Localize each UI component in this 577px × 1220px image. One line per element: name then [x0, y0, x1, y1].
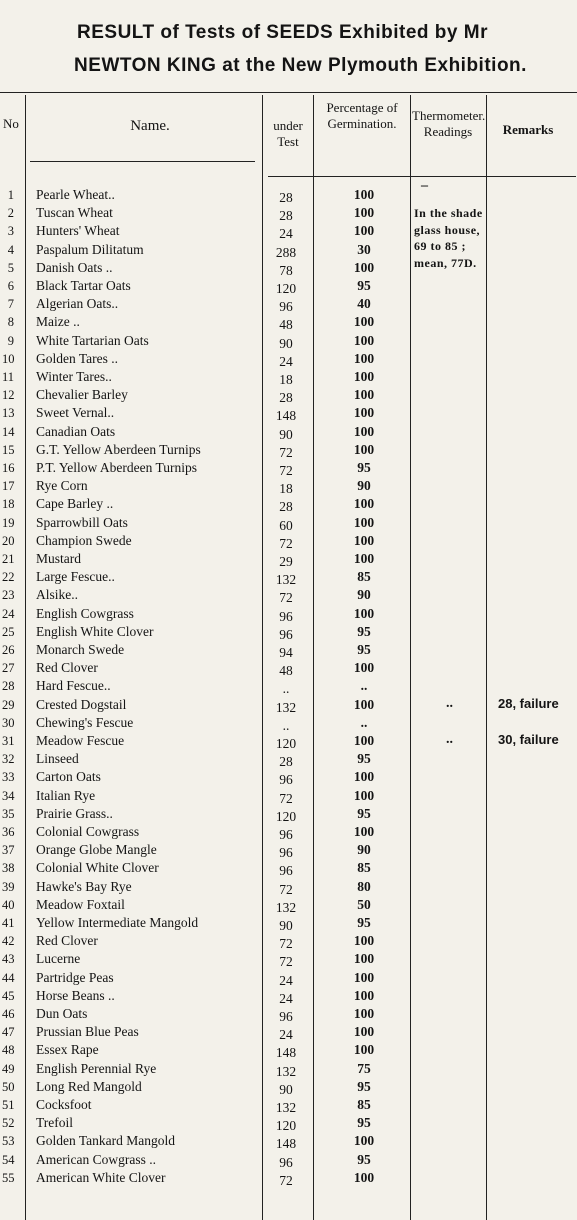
under-test-value: 96	[279, 299, 293, 315]
row-number: 53	[2, 1134, 15, 1149]
germination-percentage: ..	[360, 678, 368, 694]
germination-percentage: 100	[353, 951, 375, 967]
row-number: 35	[2, 806, 15, 821]
under-test-value: 132	[275, 1063, 297, 1079]
germination-percentage: 95	[357, 1151, 371, 1167]
germination-percentage: 100	[353, 551, 375, 566]
under-test-value: 28	[279, 754, 293, 770]
row-number: 6	[7, 279, 14, 293]
germination-percentage: 100	[353, 769, 375, 785]
under-test-value: 120	[275, 281, 297, 296]
row-number: 1	[7, 188, 14, 202]
under-test-value: 96	[279, 626, 293, 642]
seed-name: Colonial Cowgrass	[36, 824, 140, 839]
under-test-value: 148	[275, 408, 297, 424]
row-number: 34	[2, 788, 15, 803]
germination-percentage: 100	[353, 933, 375, 949]
under-test-value: 120	[275, 808, 297, 824]
germination-percentage: 95	[357, 642, 371, 657]
seed-name: Canadian Oats	[36, 423, 116, 439]
header-percentage: Percentage of Germination.	[326, 100, 398, 131]
germination-percentage: ..	[360, 714, 368, 730]
seed-name: Horse Beans ..	[36, 987, 115, 1003]
germination-percentage: 100	[353, 350, 375, 366]
germination-percentage: 100	[353, 987, 375, 1003]
seed-name: Meadow Foxtail	[36, 896, 125, 912]
under-test-value: 29	[279, 554, 293, 569]
germination-percentage: 100	[353, 423, 375, 439]
row-number: 3	[7, 224, 14, 239]
header-thermometer: Thermometer. Readings	[412, 108, 486, 139]
row-number: 27	[2, 661, 15, 676]
under-test-value: 28	[279, 390, 293, 406]
germination-percentage: 75	[357, 1060, 371, 1076]
under-test-value: 96	[279, 863, 293, 879]
under-test-value: 132	[275, 699, 297, 715]
under-test-value: 48	[279, 663, 293, 679]
under-test-value: 24	[279, 226, 293, 242]
header-no: No	[3, 116, 19, 131]
seed-name: Carton Oats	[36, 769, 101, 785]
row-number: 25	[2, 624, 15, 639]
seed-name: Essex Rape	[36, 1042, 99, 1058]
under-test-value: 24	[279, 1027, 293, 1043]
under-test-value: 28	[279, 499, 293, 515]
germination-percentage: 95	[357, 278, 371, 293]
germination-percentage: 100	[353, 514, 375, 530]
under-test-value: 78	[279, 262, 293, 278]
germination-percentage: 100	[353, 259, 375, 275]
row-number: 48	[2, 1043, 15, 1058]
seed-name: Black Tartar Oats	[36, 278, 131, 293]
under-test-value: 18	[279, 372, 293, 387]
seed-name: English White Clover	[36, 623, 154, 639]
seed-name: Cocksfoot	[36, 1097, 92, 1112]
germination-percentage: 100	[353, 441, 375, 457]
under-test-value: 18	[279, 481, 293, 497]
thermo-dots: ..	[446, 695, 453, 711]
row-number: 26	[2, 643, 15, 657]
under-test-value: 72	[279, 463, 293, 478]
under-test-value: 60	[279, 517, 293, 533]
germination-percentage: 100	[353, 387, 375, 403]
row-number: 4	[7, 242, 14, 257]
header-test: under Test	[273, 118, 303, 149]
germination-percentage: 95	[357, 805, 371, 821]
under-test-value: 90	[279, 1081, 293, 1097]
under-test-value: 96	[279, 1009, 293, 1024]
row-number: 31	[2, 734, 15, 748]
seed-name: Mustard	[36, 551, 81, 566]
seed-name: Cape Barley ..	[36, 496, 114, 512]
row-number: 7	[7, 297, 14, 312]
seed-name: Orange Globe Mangle	[36, 842, 157, 858]
seed-name: Chewing's Fescue	[36, 714, 134, 730]
under-test-value: 72	[279, 881, 293, 897]
germination-percentage: 95	[357, 915, 371, 930]
under-test-value: 72	[279, 444, 293, 460]
header-bottom-rule	[268, 176, 576, 177]
under-test-value: 90	[279, 426, 293, 442]
germination-percentage: 100	[353, 369, 375, 384]
seed-name: Yellow Intermediate Mangold	[36, 915, 199, 930]
under-test-value: 148	[275, 1045, 297, 1061]
row-number: 13	[2, 406, 15, 421]
germination-percentage: 95	[357, 460, 371, 475]
header-top-rule	[0, 92, 577, 93]
seed-name: Meadow Fescue	[36, 733, 125, 748]
row-number: 22	[2, 570, 15, 585]
row-number: 46	[2, 1007, 15, 1021]
germination-percentage: 100	[353, 332, 375, 348]
seed-name: G.T. Yellow Aberdeen Turnips	[36, 441, 201, 457]
germination-percentage: 50	[357, 896, 371, 912]
row-number: 14	[2, 424, 15, 439]
row-number: 16	[2, 461, 15, 475]
row-number: 11	[2, 370, 15, 384]
germination-percentage: 80	[357, 878, 371, 894]
under-test-value: 132	[275, 1100, 297, 1115]
row-number: 33	[2, 770, 15, 785]
germination-percentage: 100	[353, 787, 375, 803]
germination-percentage: 100	[353, 532, 375, 548]
seed-name: Prairie Grass..	[36, 805, 113, 821]
germination-percentage: 85	[357, 569, 371, 585]
thermometer-note: In the shade glass house, 69 to 85 ; mean, 77D.	[414, 206, 483, 270]
germination-percentage: 100	[353, 496, 375, 512]
header-bottom-rule	[30, 161, 255, 162]
germination-percentage: 100	[353, 187, 375, 202]
seed-name: Golden Tares ..	[36, 350, 119, 366]
seed-name: Monarch Swede	[36, 642, 125, 657]
germination-percentage: 100	[353, 824, 375, 839]
row-number: 32	[2, 752, 15, 767]
under-test-value: ..	[282, 681, 290, 697]
row-number: 41	[2, 916, 15, 930]
seed-name: Champion Swede	[36, 532, 132, 548]
under-test-value: 288	[275, 244, 297, 260]
row-number: 10	[2, 351, 15, 366]
seed-name: P.T. Yellow Aberdeen Turnips	[36, 460, 198, 475]
seed-name: Danish Oats ..	[36, 259, 113, 275]
under-test-value: 28	[279, 208, 293, 224]
germination-percentage: 100	[353, 405, 375, 421]
seed-name: Tuscan Wheat	[36, 205, 113, 221]
under-test-value: 28	[279, 190, 293, 205]
under-test-value: 72	[279, 590, 293, 606]
header-name: Name.	[130, 118, 170, 134]
row-number: 21	[2, 552, 15, 566]
germination-percentage: 100	[353, 1169, 375, 1185]
germination-percentage: 95	[357, 751, 371, 767]
under-test-value: 72	[279, 1172, 293, 1188]
row-number: 15	[2, 442, 15, 457]
under-test-value: 24	[279, 972, 293, 988]
under-test-value: 96	[279, 772, 293, 788]
row-number: 38	[2, 861, 15, 876]
under-test-value: 148	[275, 1136, 297, 1152]
seed-name: Maize ..	[36, 314, 80, 330]
row-number: 47	[2, 1025, 15, 1040]
row-number: 36	[2, 825, 15, 839]
seed-name: White Tartarian Oats	[36, 332, 149, 348]
row-number: 28	[2, 679, 15, 694]
seed-name: Hunters' Wheat	[36, 223, 120, 239]
header-remarks: Remarks	[502, 122, 554, 137]
germination-percentage: 100	[353, 696, 375, 712]
seed-name: Paspalum Dilitatum	[36, 241, 144, 257]
seed-name: Hard Fescue..	[36, 678, 111, 694]
row-number: 43	[2, 952, 15, 967]
under-test-value: 96	[279, 827, 293, 842]
row-number: 44	[2, 970, 15, 985]
under-test-value: 96	[279, 845, 293, 861]
germination-percentage: 90	[357, 478, 371, 494]
under-test-value: 90	[279, 335, 293, 351]
seed-name: Hawke's Bay Rye	[36, 878, 132, 894]
remark-text: 30, failure	[498, 732, 559, 747]
germination-percentage: 30	[357, 241, 371, 257]
seed-name: Dun Oats	[36, 1006, 88, 1021]
row-number: 45	[2, 988, 15, 1003]
title-line-2: NEWTON KING at the New Plymouth Exhibition.	[74, 55, 527, 76]
germination-percentage: 100	[353, 1024, 375, 1040]
seed-name: Partridge Peas	[36, 969, 114, 985]
row-number: 5	[7, 260, 14, 275]
germination-percentage: 40	[357, 296, 371, 312]
seed-name: American Cowgrass ..	[36, 1151, 156, 1167]
seed-name: Lucerne	[36, 951, 81, 967]
row-number: 12	[2, 388, 15, 403]
row-number: 18	[2, 497, 15, 512]
under-test-value: 72	[279, 790, 293, 806]
seed-name: Long Red Mangold	[36, 1078, 142, 1094]
seed-name: Winter Tares..	[36, 369, 112, 384]
germination-percentage: 100	[353, 1133, 375, 1149]
row-number: 29	[2, 697, 15, 712]
germination-percentage: 95	[357, 623, 371, 639]
germination-percentage: 90	[357, 842, 371, 858]
row-number: 2	[7, 206, 14, 221]
seed-name: Golden Tankard Mangold	[36, 1133, 176, 1149]
seed-name: Red Clover	[36, 660, 98, 676]
seed-name: Rye Corn	[36, 478, 88, 494]
seed-name: Trefoil	[36, 1115, 74, 1131]
row-number: 54	[2, 1152, 15, 1167]
column-rule	[25, 95, 26, 1220]
germination-percentage: 100	[353, 314, 375, 330]
seed-name: Pearle Wheat..	[36, 187, 115, 202]
under-test-value: ..	[282, 717, 290, 733]
germination-percentage: 95	[357, 1115, 371, 1131]
seed-name: Large Fescue..	[36, 569, 115, 585]
seed-name: Crested Dogstail	[36, 696, 127, 712]
under-test-value: 24	[279, 353, 293, 369]
seed-name: English Perennial Rye	[36, 1060, 157, 1076]
row-number: 50	[2, 1079, 15, 1094]
seed-name: Italian Rye	[36, 787, 96, 803]
column-rule	[313, 95, 314, 1220]
seed-name: Red Clover	[36, 933, 98, 949]
row-number: 30	[2, 715, 15, 730]
germination-percentage: 90	[357, 587, 371, 603]
under-test-value: 96	[279, 1154, 293, 1170]
row-number: 8	[7, 315, 14, 330]
under-test-value: 96	[279, 608, 293, 624]
remark-text: 28, failure	[498, 695, 559, 711]
germination-percentage: 100	[353, 223, 375, 239]
row-number: 19	[2, 515, 15, 530]
under-test-value: 90	[279, 918, 293, 933]
under-test-value: 94	[279, 645, 293, 660]
under-test-value: 72	[279, 954, 293, 970]
row-number: 24	[2, 606, 15, 621]
under-test-value: 120	[275, 1118, 297, 1134]
seed-name: Sparrowbill Oats	[36, 514, 128, 530]
seed-name: Sweet Vernal..	[36, 405, 115, 421]
germination-percentage: 95	[357, 1078, 371, 1094]
seed-name: Chevalier Barley	[36, 387, 128, 403]
row-number: 40	[2, 897, 15, 912]
under-test-value: 120	[275, 736, 297, 751]
germination-percentage: 100	[353, 605, 375, 621]
column-rule	[410, 95, 411, 1220]
row-number: 37	[2, 843, 15, 858]
germination-percentage: 85	[357, 860, 371, 876]
row-number: 17	[2, 479, 15, 494]
germination-percentage: 100	[353, 1042, 375, 1058]
row-number: 42	[2, 934, 15, 949]
germination-percentage: 100	[353, 205, 375, 221]
seed-name: Linseed	[36, 751, 79, 767]
germination-percentage: 100	[353, 733, 375, 748]
germination-percentage: 85	[357, 1097, 371, 1112]
row-number: 55	[2, 1170, 15, 1185]
under-test-value: 72	[279, 936, 293, 952]
under-test-value: 132	[275, 572, 297, 588]
column-rule	[486, 95, 487, 1220]
seed-name: American White Clover	[36, 1169, 166, 1185]
seed-name: Algerian Oats..	[36, 296, 119, 312]
row-number: 20	[2, 533, 15, 548]
germination-percentage: 100	[353, 1006, 375, 1021]
germination-percentage: 100	[353, 660, 375, 676]
seed-name: Prussian Blue Peas	[36, 1024, 139, 1040]
germination-percentage: 100	[353, 969, 375, 985]
under-test-value: 132	[275, 899, 297, 915]
row-number: 39	[2, 879, 15, 894]
row-number: 51	[2, 1098, 15, 1112]
seed-name: Colonial White Clover	[36, 860, 159, 876]
under-test-value: 24	[279, 990, 293, 1006]
seed-name: English Cowgrass	[36, 605, 134, 621]
row-number: 23	[2, 588, 15, 603]
thermo-dots: ..	[446, 732, 453, 747]
row-number: 52	[2, 1116, 15, 1131]
under-test-value: 48	[279, 317, 293, 333]
row-number: 9	[7, 333, 14, 348]
seed-name: Alsike..	[36, 587, 78, 603]
title-line-1: RESULT of Tests of SEEDS Exhibited by Mr	[77, 22, 488, 43]
thermo-dash: –	[421, 178, 428, 193]
under-test-value: 72	[279, 535, 293, 551]
row-number: 49	[2, 1061, 15, 1076]
